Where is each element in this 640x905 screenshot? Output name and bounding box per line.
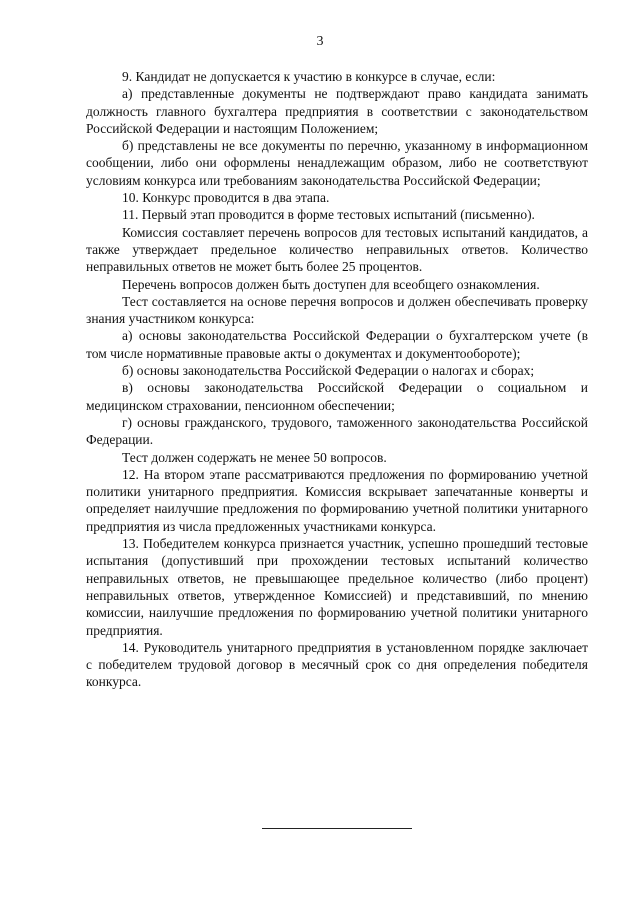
paragraph-11a: а) основы законодательства Российской Федерации о бухгалтерском учете (в том числе нормативные правовые акты о документах и документообороте); — [86, 328, 588, 361]
closing-rule — [262, 828, 412, 829]
paragraph-11: 11. Первый этап проводится в форме тестовых испытаний (письменно). — [122, 207, 535, 223]
paragraph-9b: б) представлены не все документы по перечню, указанному в информационном сообщении, либо они оформлены ненадлежащим образом, либо не соответствуют условиям конкурса или требованиям законодательства Российской Федерации; — [86, 138, 588, 188]
paragraph-10: 10. Конкурс проводится в два этапа. — [122, 190, 330, 206]
paragraph-11b: б) основы законодательства Российской Федерации о налогах и сборах; — [122, 363, 535, 379]
paragraph-11g: г) основы гражданского, трудового, таможенного законодательства Российской Федерации. — [86, 414, 588, 448]
page-number: 3 — [316, 34, 324, 49]
paragraph-11-test: Тест составляется на основе перечня вопросов и должен обеспечивать проверку знания участником конкурса: — [86, 293, 588, 327]
paragraph-11-commission: Комиссия составляет перечень вопросов для тестовых испытаний кандидатов, а также утверждает предельное количество неправильных ответов. Количество неправильных ответов не может быть более 25 процентов. — [86, 224, 588, 275]
paragraph-11-min-questions: Тест должен содержать не менее 50 вопросов. — [122, 449, 387, 465]
paragraph-13: 13. Победителем конкурса признается участник, успешно прошедший тестовые испытания (допустивший при прохождении тестовых испытаний количество неправильных ответов, не превышающее предельное количество (либо процент) неправильных ответов, утвержденное Комиссией) и представивший, по мнению комиссии, наилучшие предложения по формированию учетной политики унитарного предприятия. — [86, 536, 588, 638]
paragraph-9: 9. Кандидат не допускается к участию в конкурсе в случае, если: — [122, 69, 496, 84]
paragraph-11-list: Перечень вопросов должен быть доступен для всеобщего ознакомления. — [122, 276, 540, 292]
paragraph-11v: в) основы законодательства Российской Федерации о социальном и медицинском страховании, пенсионном обеспечении; — [86, 380, 588, 413]
paragraph-9a: а) представленные документы не подтверждают право кандидата занимать должность главного бухгалтера предприятия в соответствии с законодательством Российской Федерации и настоящим Положением; — [86, 86, 588, 136]
paragraph-12: 12. На втором этапе рассматриваются предложения по формированию учетной политики унитарного предприятия. Комиссия вскрывает запечатанные конверты и определяет наилучшие предложения по формированию учетной политики унитарного предприятия из числа предложенных участниками конкурса. — [86, 466, 588, 534]
document-body — [86, 68, 588, 691]
paragraph-14: 14. Руководитель унитарного предприятия в установленном порядке заключает с победителем трудовой договор в месячный срок со дня определения победителя конкурса. — [86, 639, 588, 690]
